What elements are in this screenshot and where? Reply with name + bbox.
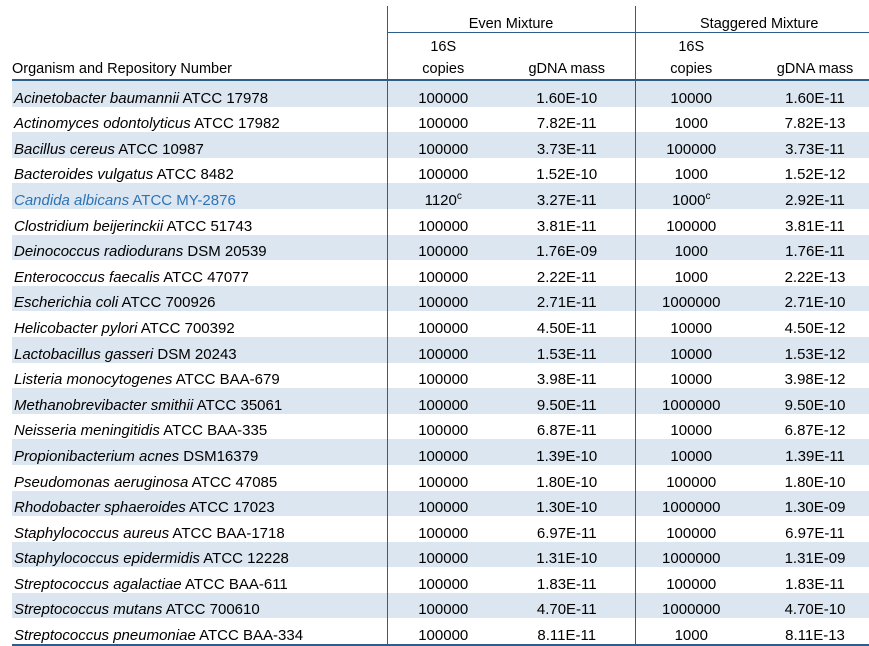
cell-staggered-16s-copies [635, 363, 747, 389]
cell-organism [12, 567, 387, 593]
table-row [12, 183, 869, 209]
table-row [12, 414, 869, 440]
cell-even-16s-copies [387, 337, 499, 363]
cell-organism [12, 388, 387, 414]
organism-species-name: Clostridium beijerinckii [14, 217, 164, 235]
cell-even-16s-copies [387, 516, 499, 542]
table-row [12, 286, 869, 312]
organism-repository-number: ATCC 700610 [162, 601, 260, 619]
cell-organism [12, 260, 387, 286]
cell-even-16s-copies-value: 100000 [418, 294, 469, 312]
cell-even-gdna-mass-value: 1.76E-09 [536, 243, 598, 261]
cell-staggered-gdna-mass-value: 9.50E-10 [784, 396, 846, 414]
cell-organism [12, 80, 387, 107]
cell-even-16s-copies [387, 491, 499, 517]
cell-even-16s-copies-value: 100000 [418, 447, 469, 465]
table-row [12, 516, 869, 542]
cell-even-16s-copies-value: 100000 [418, 627, 469, 645]
cell-even-gdna-mass-value: 4.50E-11 [536, 319, 597, 337]
cell-organism [12, 235, 387, 261]
cell-even-16s-copies-value: 100000 [418, 115, 469, 133]
cell-even-gdna-mass [499, 414, 635, 440]
cell-staggered-16s-copies-value: 100000 [666, 140, 717, 158]
cell-even-16s-copies [387, 235, 499, 261]
table-row [12, 337, 869, 363]
cell-staggered-16s-copies-value: 1000 [672, 191, 706, 209]
cell-organism [12, 132, 387, 158]
cell-staggered-16s-copies-value: 1000000 [662, 601, 721, 619]
cell-even-gdna-mass-value: 1.53E-11 [536, 345, 597, 363]
table-row [12, 593, 869, 619]
cell-staggered-16s-copies-value: 10000 [670, 345, 713, 363]
cell-staggered-gdna-mass [747, 439, 869, 465]
cell-staggered-16s-copies-value: 10000 [670, 422, 713, 440]
cell-even-gdna-mass-value: 1.31E-10 [536, 550, 598, 568]
cell-staggered-16s-copies [635, 311, 747, 337]
cell-staggered-16s-copies-value: 10000 [670, 447, 713, 465]
cell-even-gdna-mass [499, 260, 635, 286]
cell-staggered-16s-copies [635, 337, 747, 363]
organism-species-name: Staphylococcus epidermidis [14, 550, 200, 568]
cell-organism [12, 209, 387, 235]
organism-repository-number: ATCC BAA-611 [181, 575, 288, 593]
cell-even-16s-copies-value: 100000 [418, 140, 469, 158]
cell-organism [12, 542, 387, 568]
cell-even-gdna-mass [499, 439, 635, 465]
cell-staggered-16s-copies-value: 10000 [670, 371, 713, 389]
cell-staggered-16s-copies [635, 567, 747, 593]
cell-even-16s-copies-value: 100000 [418, 217, 469, 235]
organism-species-name: Rhodobacter sphaeroides [14, 499, 186, 517]
cell-organism [12, 465, 387, 491]
cell-staggered-gdna-mass-value: 8.11E-13 [785, 627, 845, 645]
table-row [12, 311, 869, 337]
cell-staggered-16s-copies-value: 1000 [674, 627, 708, 645]
organism-species-name: Candida albicans [14, 191, 130, 209]
cell-staggered-gdna-mass-value: 2.92E-11 [785, 191, 845, 209]
organism-species-name: Escherichia coli [14, 294, 119, 312]
cell-even-16s-copies [387, 183, 499, 209]
cell-even-16s-copies [387, 286, 499, 312]
organism-repository-number: ATCC 35061 [193, 396, 283, 414]
sub-header-row-1 [12, 33, 869, 56]
cell-staggered-gdna-mass [747, 414, 869, 440]
cell-staggered-gdna-mass-value: 7.82E-13 [784, 115, 846, 133]
organism-species-name: Streptococcus mutans [14, 601, 163, 619]
mixture-table-container [12, 6, 857, 646]
sub-header-stag-gdna-line1 [747, 33, 869, 56]
cell-even-gdna-mass [499, 107, 635, 133]
mixture-table [12, 6, 869, 646]
cell-staggered-gdna-mass-value: 3.81E-11 [785, 217, 845, 235]
sub-header-even-16s-line1: 16S [430, 39, 457, 55]
cell-even-16s-copies-value: 100000 [418, 524, 469, 542]
cell-staggered-gdna-mass-value: 3.73E-11 [785, 140, 845, 158]
organism-species-name: Methanobrevibacter smithii [14, 396, 194, 414]
cell-even-gdna-mass-value: 3.27E-11 [536, 191, 597, 209]
cell-staggered-16s-copies [635, 516, 747, 542]
cell-even-gdna-mass-value: 9.50E-11 [536, 396, 597, 414]
cell-even-gdna-mass-value: 1.83E-11 [536, 575, 597, 593]
table-row [12, 235, 869, 261]
cell-staggered-16s-copies [635, 158, 747, 184]
cell-even-gdna-mass [499, 542, 635, 568]
sub-header-stag-16s-copies: copies [635, 55, 747, 80]
cell-even-16s-copies-value: 100000 [418, 473, 469, 491]
organism-repository-number: ATCC 17978 [179, 89, 269, 107]
organism-species-name: Propionibacterium acnes [14, 447, 180, 465]
organism-species-name: Acinetobacter baumannii [14, 89, 180, 107]
cell-even-gdna-mass-value: 1.80E-10 [536, 473, 598, 491]
cell-even-gdna-mass [499, 235, 635, 261]
cell-even-16s-copies [387, 311, 499, 337]
cell-even-gdna-mass [499, 183, 635, 209]
group-header-blank [12, 6, 387, 33]
cell-staggered-gdna-mass [747, 567, 869, 593]
organism-species-name: Actinomyces odontolyticus [14, 115, 191, 133]
cell-even-gdna-mass-value: 1.30E-10 [536, 499, 598, 517]
sub-header-even-gdna-line1 [499, 33, 635, 56]
cell-even-16s-copies [387, 209, 499, 235]
organism-species-name: Bacillus cereus [14, 140, 115, 158]
cell-even-16s-copies-footnote-marker: c [456, 190, 462, 202]
cell-staggered-gdna-mass [747, 209, 869, 235]
organism-repository-number: ATCC 12228 [199, 550, 289, 568]
cell-even-16s-copies [387, 567, 499, 593]
cell-even-gdna-mass-value: 7.82E-11 [536, 115, 597, 133]
cell-organism [12, 286, 387, 312]
cell-staggered-16s-copies-value: 1000000 [662, 499, 721, 517]
organism-repository-number: ATCC 17023 [185, 499, 275, 517]
cell-organism [12, 363, 387, 389]
cell-staggered-16s-copies [635, 132, 747, 158]
cell-staggered-gdna-mass-value: 1.76E-11 [785, 243, 845, 261]
cell-staggered-16s-copies [635, 491, 747, 517]
cell-staggered-16s-copies-footnote-marker: c [705, 190, 711, 202]
cell-even-gdna-mass [499, 80, 635, 107]
cell-organism [12, 158, 387, 184]
organism-repository-number: ATCC 51743 [163, 217, 253, 235]
organism-repository-number: ATCC 47077 [159, 268, 249, 286]
table-row [12, 388, 869, 414]
cell-staggered-16s-copies [635, 542, 747, 568]
cell-staggered-gdna-mass [747, 388, 869, 414]
cell-even-16s-copies-value: 100000 [418, 601, 469, 619]
organism-species-name: Listeria monocytogenes [14, 371, 173, 389]
cell-staggered-gdna-mass-value: 1.80E-10 [784, 473, 846, 491]
table-body [12, 80, 869, 645]
sub-header-organism-line1 [12, 33, 387, 56]
sub-header-row-2 [12, 55, 869, 80]
cell-even-16s-copies [387, 158, 499, 184]
cell-even-gdna-mass [499, 337, 635, 363]
table-row [12, 260, 869, 286]
cell-staggered-16s-copies [635, 286, 747, 312]
group-header-row [12, 6, 869, 33]
cell-staggered-gdna-mass [747, 80, 869, 107]
organism-repository-number: ATCC BAA-1718 [169, 524, 285, 542]
cell-staggered-16s-copies-value: 1000000 [662, 294, 721, 312]
organism-species-name: Lactobacillus gasseri [14, 345, 154, 363]
organism-species-name: Deinococcus radiodurans [14, 243, 184, 261]
organism-repository-number: ATCC 17982 [190, 115, 280, 133]
cell-even-16s-copies-value: 100000 [418, 319, 469, 337]
cell-even-gdna-mass [499, 567, 635, 593]
cell-staggered-16s-copies [635, 107, 747, 133]
cell-even-gdna-mass-value: 6.97E-11 [536, 524, 597, 542]
cell-staggered-16s-copies-value: 1000000 [662, 396, 721, 414]
cell-even-gdna-mass [499, 465, 635, 491]
organism-species-name: Pseudomonas aeruginosa [14, 473, 189, 491]
cell-even-gdna-mass-value: 2.22E-11 [536, 268, 597, 286]
cell-even-gdna-mass-value: 1.60E-10 [536, 89, 598, 107]
cell-even-gdna-mass [499, 388, 635, 414]
cell-even-16s-copies-value: 100000 [418, 371, 469, 389]
cell-even-16s-copies-value: 100000 [418, 575, 469, 593]
cell-even-16s-copies [387, 363, 499, 389]
cell-even-gdna-mass [499, 132, 635, 158]
cell-even-16s-copies-value: 100000 [418, 243, 469, 261]
cell-staggered-gdna-mass [747, 107, 869, 133]
cell-staggered-gdna-mass-value: 2.22E-13 [784, 268, 846, 286]
cell-even-16s-copies-value: 100000 [418, 89, 469, 107]
cell-staggered-gdna-mass-value: 1.39E-11 [785, 447, 845, 465]
cell-even-16s-copies-value: 100000 [418, 268, 469, 286]
cell-staggered-16s-copies-value: 1000 [674, 115, 708, 133]
cell-staggered-16s-copies [635, 388, 747, 414]
table-row [12, 209, 869, 235]
cell-even-16s-copies-value: 100000 [418, 345, 469, 363]
cell-even-16s-copies [387, 80, 499, 107]
table-head [12, 6, 869, 80]
cell-staggered-16s-copies [635, 260, 747, 286]
organism-species-name: Bacteroides vulgatus [14, 166, 154, 184]
cell-even-gdna-mass-value: 4.70E-11 [536, 601, 597, 619]
organism-repository-number: ATCC BAA-334 [195, 627, 304, 645]
cell-even-gdna-mass [499, 311, 635, 337]
cell-even-gdna-mass [499, 363, 635, 389]
cell-staggered-gdna-mass [747, 260, 869, 286]
cell-organism [12, 337, 387, 363]
organism-repository-number: ATCC BAA-679 [172, 371, 280, 389]
table-row [12, 80, 869, 107]
cell-staggered-16s-copies [635, 209, 747, 235]
cell-staggered-16s-copies-value: 100000 [666, 575, 717, 593]
cell-staggered-16s-copies-value: 1000 [674, 268, 708, 286]
sub-header-stag-gdna-mass: gDNA mass [747, 55, 869, 80]
cell-organism [12, 593, 387, 619]
cell-even-16s-copies [387, 439, 499, 465]
cell-staggered-16s-copies [635, 439, 747, 465]
cell-staggered-16s-copies-value: 1000 [674, 166, 708, 184]
cell-even-gdna-mass-value: 3.81E-11 [536, 217, 597, 235]
cell-staggered-gdna-mass-value: 2.71E-10 [784, 294, 846, 312]
cell-staggered-gdna-mass [747, 337, 869, 363]
sub-header-even-16s-copies: copies [387, 55, 499, 80]
sub-header-organism: Organism and Repository Number [12, 55, 387, 80]
organism-species-name: Staphylococcus aureus [14, 524, 170, 542]
cell-organism [12, 491, 387, 517]
table-row [12, 542, 869, 568]
cell-staggered-16s-copies-value: 100000 [666, 473, 717, 491]
cell-staggered-gdna-mass-value: 1.53E-12 [784, 345, 846, 363]
cell-even-16s-copies [387, 388, 499, 414]
cell-even-16s-copies [387, 593, 499, 619]
cell-organism [12, 414, 387, 440]
cell-even-gdna-mass [499, 286, 635, 312]
organism-species-name: Streptococcus agalactiae [14, 575, 182, 593]
cell-staggered-gdna-mass-value: 6.97E-11 [785, 524, 845, 542]
group-header-even-mixture: Even Mixture [387, 6, 635, 33]
organism-repository-number: DSM16379 [179, 447, 259, 465]
cell-even-16s-copies [387, 260, 499, 286]
cell-even-16s-copies [387, 465, 499, 491]
cell-staggered-gdna-mass [747, 158, 869, 184]
table-row [12, 132, 869, 158]
cell-staggered-gdna-mass [747, 542, 869, 568]
cell-staggered-16s-copies [635, 183, 747, 209]
organism-repository-number: ATCC BAA-335 [159, 422, 268, 440]
sub-header-even-gdna-mass: gDNA mass [499, 55, 635, 80]
organism-repository-number: DSM 20243 [153, 345, 237, 363]
cell-even-16s-copies [387, 414, 499, 440]
organism-species-name: Enterococcus faecalis [14, 268, 160, 286]
cell-even-gdna-mass-value: 8.11E-11 [537, 627, 597, 645]
sub-header-stag-16s-line1: 16S [678, 39, 705, 55]
organism-repository-number: ATCC 700392 [137, 319, 235, 337]
table-row [12, 107, 869, 133]
cell-even-gdna-mass [499, 593, 635, 619]
cell-even-16s-copies [387, 107, 499, 133]
cell-staggered-gdna-mass-value: 4.70E-10 [784, 601, 846, 619]
cell-even-16s-copies-value: 100000 [418, 166, 469, 184]
cell-even-16s-copies-value: 100000 [418, 550, 469, 568]
organism-repository-number: ATCC 700926 [118, 294, 216, 312]
organism-repository-number: DSM 20539 [183, 243, 267, 261]
cell-staggered-gdna-mass-value: 6.87E-12 [784, 422, 846, 440]
organism-species-name: Streptococcus pneumoniae [14, 627, 196, 645]
cell-even-16s-copies [387, 132, 499, 158]
cell-staggered-16s-copies [635, 235, 747, 261]
organism-species-name: Neisseria meningitidis [14, 422, 160, 440]
organism-repository-number: ATCC MY-2876 [129, 191, 236, 209]
cell-even-gdna-mass-value: 6.87E-11 [536, 422, 597, 440]
cell-staggered-16s-copies-value: 10000 [670, 319, 713, 337]
table-row [12, 465, 869, 491]
cell-even-gdna-mass [499, 209, 635, 235]
cell-even-16s-copies-value: 100000 [418, 422, 469, 440]
cell-staggered-16s-copies [635, 414, 747, 440]
cell-organism [12, 183, 387, 209]
cell-even-gdna-mass-value: 3.73E-11 [536, 140, 597, 158]
cell-staggered-gdna-mass-value: 1.60E-11 [785, 89, 845, 107]
cell-even-gdna-mass-value: 3.98E-11 [536, 371, 597, 389]
cell-staggered-16s-copies-value: 1000 [674, 243, 708, 261]
cell-even-16s-copies [387, 542, 499, 568]
organism-repository-number: ATCC 10987 [114, 140, 204, 158]
table-row [12, 567, 869, 593]
cell-staggered-gdna-mass [747, 516, 869, 542]
cell-even-gdna-mass [499, 491, 635, 517]
table-row [12, 491, 869, 517]
cell-even-16s-copies-value: 1120 [424, 191, 457, 209]
cell-staggered-gdna-mass [747, 235, 869, 261]
organism-repository-number: ATCC 47085 [188, 473, 278, 491]
table-row [12, 363, 869, 389]
cell-even-gdna-mass-value: 2.71E-11 [536, 294, 597, 312]
cell-organism [12, 107, 387, 133]
cell-staggered-gdna-mass [747, 593, 869, 619]
cell-organism [12, 311, 387, 337]
cell-staggered-gdna-mass-value: 1.52E-12 [784, 166, 846, 184]
cell-staggered-gdna-mass-value: 1.31E-09 [784, 550, 846, 568]
cell-staggered-gdna-mass [747, 286, 869, 312]
cell-even-16s-copies-value: 100000 [418, 396, 469, 414]
group-header-staggered-mixture: Staggered Mixture [635, 6, 869, 33]
cell-staggered-16s-copies [635, 80, 747, 107]
cell-staggered-gdna-mass-value: 1.83E-11 [785, 575, 845, 593]
cell-staggered-gdna-mass-value: 3.98E-12 [784, 371, 846, 389]
cell-staggered-16s-copies [635, 593, 747, 619]
cell-even-gdna-mass [499, 516, 635, 542]
cell-staggered-gdna-mass [747, 363, 869, 389]
cell-staggered-gdna-mass-value: 1.30E-09 [784, 499, 846, 517]
table-row [12, 158, 869, 184]
organism-species-name: Helicobacter pylori [14, 319, 138, 337]
organism-repository-number: ATCC 8482 [153, 166, 234, 184]
cell-staggered-16s-copies-value: 100000 [666, 217, 717, 235]
cell-staggered-gdna-mass [747, 465, 869, 491]
cell-staggered-gdna-mass [747, 183, 869, 209]
cell-staggered-gdna-mass [747, 491, 869, 517]
cell-staggered-16s-copies [635, 465, 747, 491]
cell-staggered-gdna-mass [747, 311, 869, 337]
cell-organism [12, 439, 387, 465]
cell-staggered-gdna-mass-value: 4.50E-12 [784, 319, 846, 337]
cell-even-gdna-mass-value: 1.39E-10 [536, 447, 598, 465]
cell-even-gdna-mass [499, 158, 635, 184]
cell-organism [12, 516, 387, 542]
table-row [12, 439, 869, 465]
cell-even-gdna-mass-value: 1.52E-10 [536, 166, 598, 184]
cell-staggered-16s-copies-value: 1000000 [662, 550, 721, 568]
cell-staggered-gdna-mass [747, 132, 869, 158]
cell-staggered-16s-copies-value: 10000 [670, 89, 713, 107]
cell-staggered-16s-copies-value: 100000 [666, 524, 717, 542]
cell-even-16s-copies-value: 100000 [418, 499, 469, 517]
